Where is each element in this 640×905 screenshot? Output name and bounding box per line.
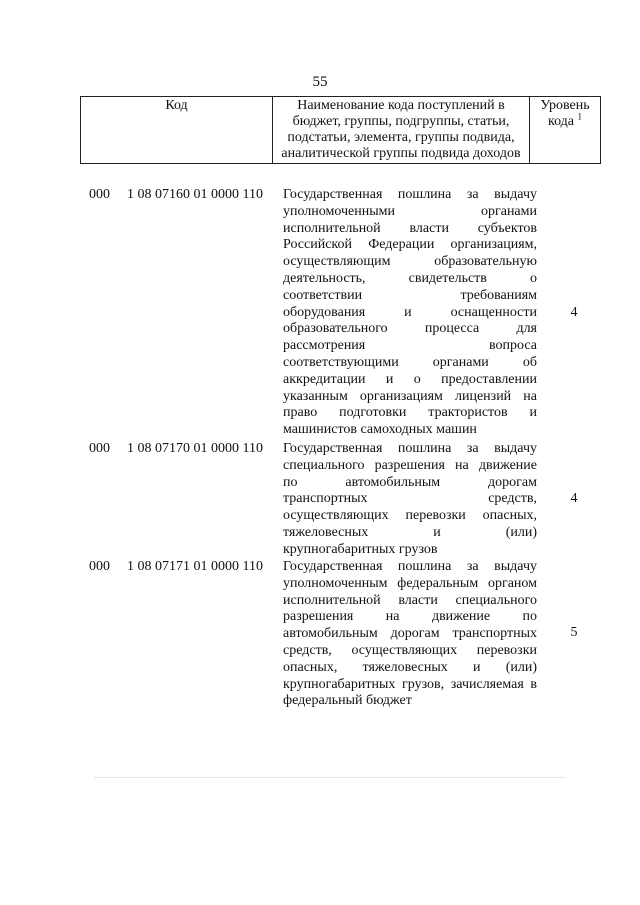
header-level-line: кода $^1$: [547, 111, 583, 129]
footnote-marker: 1: [577, 111, 583, 122]
desc-line: крупногабаритных грузов: [283, 541, 438, 557]
revenue-code: 1 08 07170 01 0000 110: [127, 441, 263, 456]
desc-line: Государственная пошлина за выдачу: [283, 559, 537, 574]
desc-line: тяжеловесных и (или): [283, 524, 537, 540]
revenue-code: 1 08 07160 01 0000 110: [127, 187, 263, 202]
desc-line: оборудования и оснащенности: [283, 304, 537, 320]
code-level: 4: [570, 305, 578, 320]
desc-line: разрешения на движение по: [283, 609, 537, 625]
header-name-line: аналитической группы подвида доходов: [281, 146, 521, 161]
admin-code: 000: [89, 441, 110, 456]
revenue-code: 1 08 07171 01 0000 110: [127, 559, 263, 574]
header-name-line: бюджет, группы, подгруппы, статьи,: [292, 114, 510, 129]
header-name: [273, 97, 530, 163]
desc-line: исполнительной власти субъектов: [283, 220, 537, 236]
desc-line: федеральный бюджет: [283, 693, 412, 709]
desc-line: опасных, тяжеловесных и (или): [283, 659, 537, 675]
desc-line: уполномоченными органами: [283, 203, 537, 219]
desc-line: право подготовки трактористов и: [283, 405, 537, 421]
desc-line: осуществляющим образовательную: [283, 254, 537, 270]
code-level: 5: [570, 625, 578, 640]
desc-line: осуществляющих перевозки опасных,: [283, 508, 537, 524]
desc-line: исполнительной власти специального: [283, 592, 537, 608]
desc-line: рассмотрения вопроса: [283, 338, 537, 354]
revenue-description: [283, 187, 537, 439]
desc-line: средств, осуществляющих перевозки: [283, 642, 537, 658]
revenue-description: [283, 559, 537, 710]
desc-line: аккредитации и о предоставлении: [283, 371, 537, 387]
code-level: 4: [570, 491, 578, 506]
revenue-description: [283, 441, 537, 559]
desc-line: специального разрешения на движение: [283, 457, 537, 473]
desc-line: автомобильным дорогам транспортных: [283, 626, 537, 642]
header-level-line: Уровень: [540, 98, 590, 113]
desc-line: крупногабаритных грузов, зачисляемая в: [283, 676, 537, 692]
desc-line: указанным организациям лицензий на: [283, 388, 537, 404]
page-number: 55: [312, 74, 328, 90]
desc-line: Российской Федерации организациям,: [283, 237, 537, 253]
desc-line: машинистов самоходных машин: [283, 422, 477, 438]
admin-code: 000: [89, 187, 110, 202]
admin-code: 000: [89, 559, 110, 574]
desc-line: Государственная пошлина за выдачу: [283, 187, 537, 202]
scan-artifact-dots: [95, 777, 565, 779]
desc-line: соответствующими органами об: [283, 354, 537, 370]
header-code: Код: [81, 97, 273, 163]
table-header: [80, 96, 601, 164]
header-name-line: Наименование кода поступлений в: [297, 98, 505, 113]
desc-line: деятельность, свидетельств о: [283, 270, 537, 286]
header-level: [530, 97, 600, 163]
desc-line: Государственная пошлина за выдачу: [283, 441, 537, 456]
desc-line: соответствии требованиям: [283, 287, 537, 303]
desc-line: транспортных средств,: [283, 491, 537, 507]
desc-line: уполномоченным федеральным органом: [283, 575, 537, 591]
desc-line: по автомобильным дорогам: [283, 474, 537, 490]
desc-line: образовательного процесса для: [283, 321, 537, 337]
header-name-line: подстатьи, элемента, группы подвида,: [287, 130, 515, 145]
